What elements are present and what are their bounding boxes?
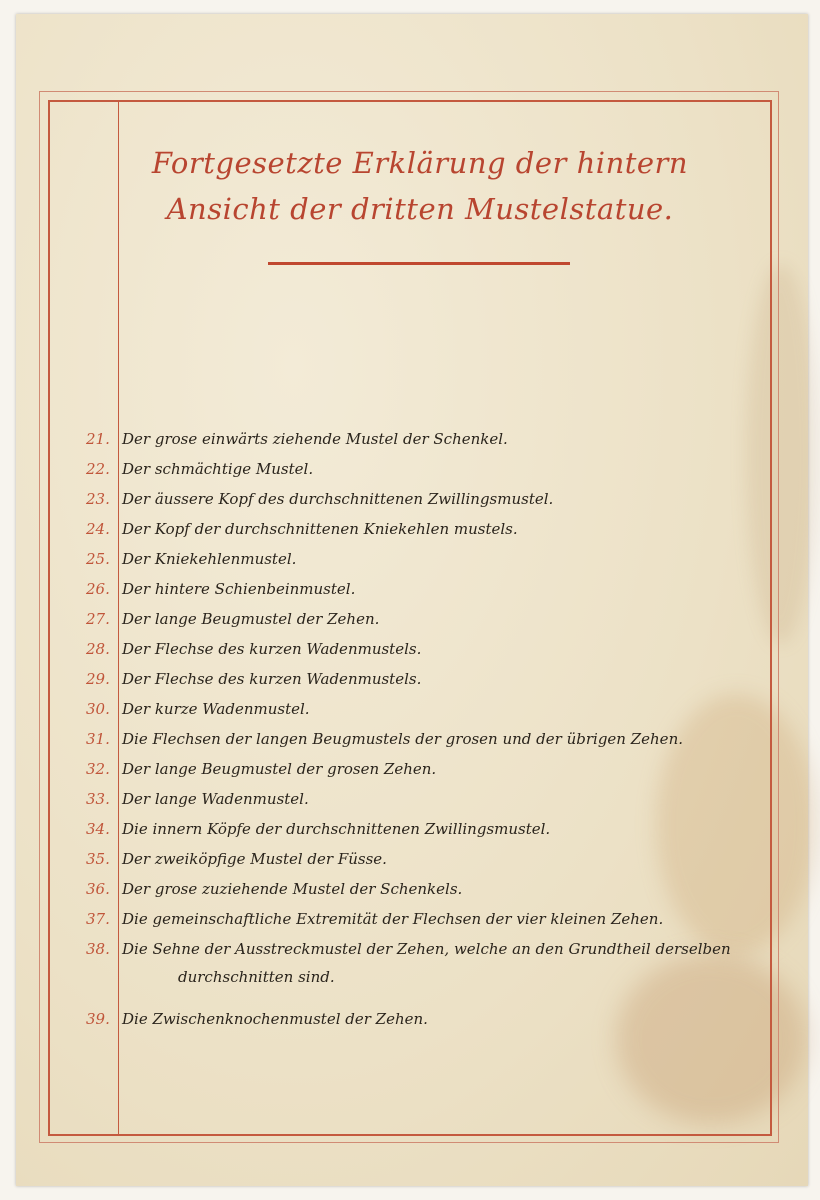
entry-text: Die gemeinschaftliche Extremität der Flechsen der vier kleinen Zehen. bbox=[122, 910, 664, 928]
entry-text: Der schmächtige Mustel. bbox=[122, 460, 314, 478]
entry-number: 37. bbox=[86, 910, 110, 928]
entry-number: 36. bbox=[86, 880, 110, 898]
entry-number: 33. bbox=[86, 790, 110, 808]
entry-text: Der lange Beugmustel der grosen Zehen. bbox=[122, 760, 437, 778]
entry-number: 28. bbox=[86, 640, 110, 658]
number-margin-rule bbox=[118, 100, 119, 1134]
title-underline bbox=[268, 262, 570, 265]
entry-number: 39. bbox=[86, 1010, 110, 1028]
entry-text: Der lange Beugmustel der Zehen. bbox=[122, 610, 380, 628]
entry-number: 26. bbox=[86, 580, 110, 598]
page-title: Fortgesetzte Erklärung der hintern Ansicht der dritten Mustelstatue. bbox=[151, 146, 689, 226]
entry-number: 27. bbox=[86, 610, 110, 628]
entry-text: Die innern Köpfe der durchschnittenen Zwillingsmustel. bbox=[122, 820, 551, 838]
entry-number: 31. bbox=[86, 730, 110, 748]
entry-text: Der grose einwärts ziehende Mustel der Schenkel. bbox=[122, 430, 508, 448]
entry-text: Der äussere Kopf des durchschnittenen Zwillingsmustel. bbox=[122, 490, 554, 508]
entry-number: 38. bbox=[86, 940, 110, 958]
entry-text: Der zweiköpfige Mustel der Füsse. bbox=[122, 850, 387, 868]
entry-number: 25. bbox=[86, 550, 110, 568]
entry-text: Der Flechse des kurzen Wadenmustels. bbox=[122, 640, 422, 658]
entry-text: Der hintere Schienbeinmustel. bbox=[122, 580, 356, 598]
entry-number: 35. bbox=[86, 850, 110, 868]
entry-number: 23. bbox=[86, 490, 110, 508]
entry-text: Die Sehne der Ausstreckmustel der Zehen, welche an den Grundtheil derselben bbox=[122, 940, 731, 958]
entry-text: Der kurze Wadenmustel. bbox=[122, 700, 310, 718]
entry-number: 32. bbox=[86, 760, 110, 778]
entry-text: Der Flechse des kurzen Wadenmustels. bbox=[122, 670, 422, 688]
entry-text: Die Zwischenknochenmustel der Zehen. bbox=[122, 1010, 428, 1028]
entry-text: Die Flechsen der langen Beugmustels der grosen und der übrigen Zehen. bbox=[122, 730, 683, 748]
entry-text-continuation: durchschnitten sind. bbox=[178, 968, 335, 986]
entry-number: 21. bbox=[86, 430, 110, 448]
entry-number: 24. bbox=[86, 520, 110, 538]
entry-number: 34. bbox=[86, 820, 110, 838]
entry-text: Der Kniekehlenmustel. bbox=[122, 550, 297, 568]
entry-number: 30. bbox=[86, 700, 110, 718]
entry-number: 29. bbox=[86, 670, 110, 688]
entry-text: Der grose zuziehende Mustel der Schenkels. bbox=[122, 880, 463, 898]
entry-text: Der Kopf der durchschnittenen Kniekehlen mustels. bbox=[122, 520, 518, 538]
entry-number: 22. bbox=[86, 460, 110, 478]
entry-text: Der lange Wadenmustel. bbox=[122, 790, 309, 808]
